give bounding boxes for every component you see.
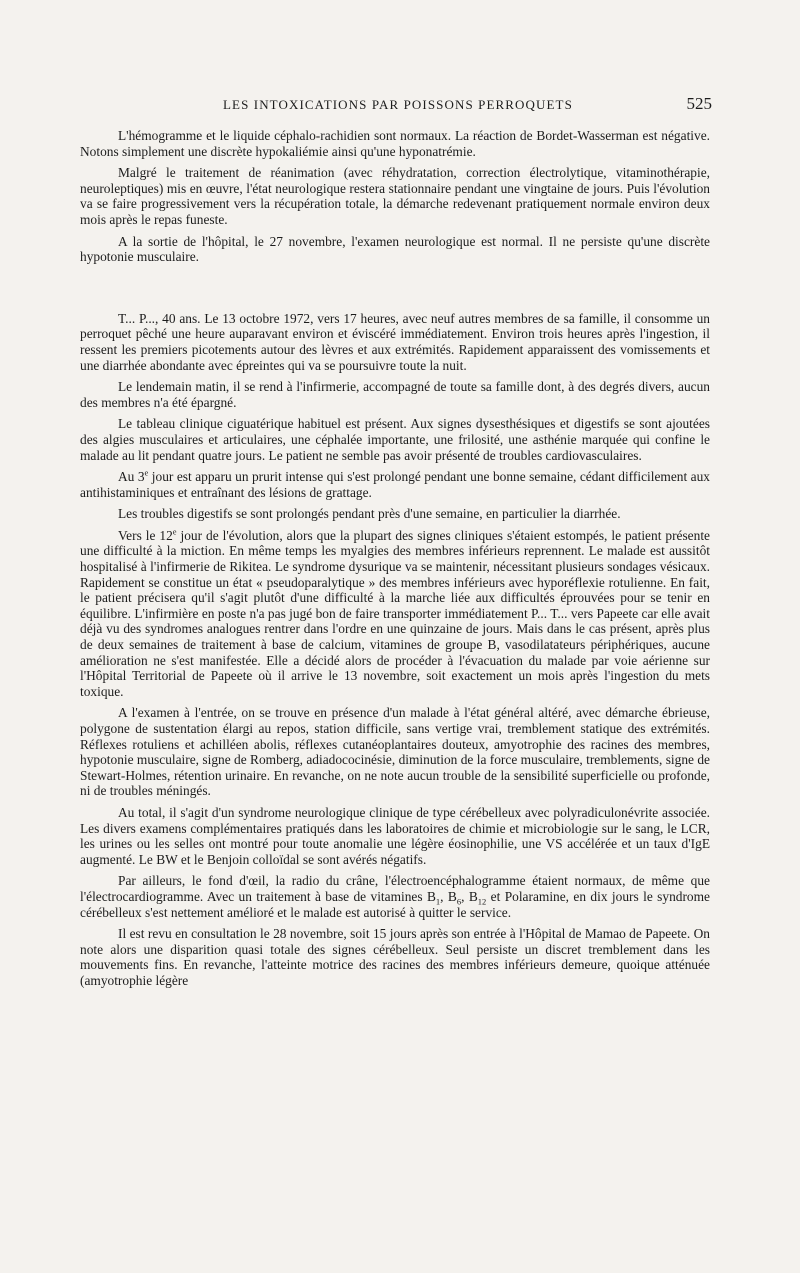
- paragraph: Malgré le traitement de réanimation (avec réhydratation, correction électrolytique, vitaminothérapie, neuroleptiques) mis en œuvre, l'état neurologique restera stationnaire pendant une vingtaine de jours. Puis l'évolution va se faire progressivement vers la récupération totale, la démarche redevenant pratiquement normale environ deux mois après le repas funeste.: [80, 165, 710, 227]
- paragraph: A la sortie de l'hôpital, le 27 novembre, l'examen neurologique est normal. Il ne persiste qu'une discrète hypotonie musculaire.: [80, 233, 710, 265]
- paragraph: [80, 469, 710, 500]
- subscript: 6: [456, 896, 462, 907]
- text-run: , B: [440, 888, 457, 904]
- paragraph: Au total, il s'agit d'un syndrome neurologique clinique de type cérébelleux avec polyradiculonévrite associée. Les divers examens complémentaires pratiqués dans les laboratoires de chimie et microbiologie sur le sang, le LCR, les urines ou les selles ont montré pour toute anomalie une légère éosinophilie, une VS accélérée et un taux d'IgE augmenté. Le BW et le Benjoin colloïdal se sont avérés négatifs.: [80, 804, 710, 867]
- paragraph: A l'examen à l'entrée, on se trouve en présence d'un malade à l'état général altéré, avec démarche ébrieuse, polygone de sustentation élargi au repos, station difficile, sans vertige vrai, tremblement statique des extrémités. Réflexes rotuliens et achilléen abolis, réflexes cutanéoplantaires douteux, amyotrophie des racines des membres, hypotonie musculaire, signe de Romberg, adiadococinésie, diminution de la force musculaire, tremblements, signe de Stewart-Holmes, rétention urinaire. En revanche, on ne note aucun trouble de la sensibilité superficielle ou profonde, ni de troubles méningés.: [80, 705, 710, 799]
- paragraph: T... P..., 40 ans. Le 13 octobre 1972, vers 17 heures, avec neuf autres membres de sa famille, il consomme un perroquet pêché une heure auparavant environ et éviscéré immédiatement. Environ trois heures après l'ingestion, il ressent les premiers picotements autour des lèvres et aux extrémités. Rapidement apparaissent des vomissements et une diarrhée abondante avec épreintes qui va se poursuivre toute la nuit.: [80, 310, 710, 373]
- paragraph: [80, 528, 710, 700]
- subscript: 1: [435, 896, 441, 907]
- text-run: jour est apparu un prurit intense qui s'est prolongé pendant une bonne semaine, cédant difficilement aux antihistaminiques et entraînant des lésions de grattage.: [80, 469, 710, 500]
- text-run: , B: [461, 888, 478, 904]
- subscript: 12: [477, 896, 487, 907]
- running-title: LES INTOXICATIONS PAR POISSONS PERROQUETS: [223, 97, 573, 112]
- paragraph: L'hémogramme et le liquide céphalo-rachidien sont normaux. La réaction de Bordet-Wasserman est négative. Notons simplement une discrète hypokaliémie ainsi qu'une hyponatrémie.: [80, 128, 710, 159]
- paragraph: Le tableau clinique ciguatérique habituel est présent. Aux signes dysesthésiques et digestifs se sont ajoutées des algies musculaires et articulaires, une céphalée importante, une frilosité, une asthénie marquée qui confine le malade au lit pendant quatre jours. Le patient ne semble pas avoir présenté de troubles cardiovasculaires.: [80, 416, 710, 463]
- text-run: et Polaramine, en dix jours le syndrome cérébelleux s'est nettement amélioré et le malade est autorisé à quitter le service.: [80, 888, 710, 920]
- page-header: [80, 94, 712, 114]
- page-number: 525: [686, 94, 712, 113]
- text-run: Au 3: [118, 469, 145, 485]
- text-run: jour de l'évolution, alors que la plupart des signes cliniques s'étaient estompés, le patient présente une difficulté à la miction. En même temps les myalgies des membres inférieurs reprennent. Le malade est aussitôt hospitalisé à l'infirmerie de Rikitea. Le syndrome dysurique va se maintenir, nécessitant plusieurs sondages vésicaux. Rapidement se constitue un état « pseudoparalytique » des membres inférieurs avec hyporéflexie rotulienne. En fait, le patient précisera qu'il s'agit plutôt d'une difficulté à la marche liée aux difficultés éprouvées pour se tenir en équilibre. L'infirmière en poste n'a pas jugé bon de faire transporter immédiatement P... T... vers Papeete car elle avait déjà vu des syndromes analogues rentrer dans l'ordre en une quinzaine de jours. Mais dans le cas présent, après plus de deux semaines de traitement à base de calcium, vitamines de groupe B, vasodilatateurs périphériques, aucune amélioration ne s'est manifestée. Elle a décidé alors de procéder à l'évacuation du malade par voie aérienne sur l'Hôpital Territorial de Papeete où il arrive le 13 novembre, soit exactement un mois après l'ingestion du mets toxique.: [80, 527, 710, 699]
- superscript: e: [172, 526, 177, 537]
- paragraph: Les troubles digestifs se sont prolongés pendant près d'une semaine, en particulier la diarrhée.: [118, 506, 621, 522]
- text-run: Vers le 12: [118, 527, 173, 543]
- paragraph: Le lendemain matin, il se rend à l'infirmerie, accompagné de toute sa famille dont, à des degrés divers, aucun des membres n'a été épargné.: [80, 379, 710, 410]
- paragraph: Il est revu en consultation le 28 novembre, soit 15 jours après son entrée à l'Hôpital de Mamao de Papeete. On note alors une disparition quasi totale des signes cérébelleux. Seul persiste un discret tremblement dans les mouvements fins. En revanche, l'atteinte motrice des racines des membres inférieurs demeure, quoique atténuée (amyotrophie légère: [80, 926, 710, 988]
- body-text: [80, 128, 710, 995]
- superscript: e: [144, 467, 149, 478]
- paragraph: [80, 873, 710, 920]
- text-run: Par ailleurs, le fond d'œil, la radio du crâne, l'électroencéphalogramme étaient normaux, de même que l'électrocardiogramme. Avec un traitement à base de vitamines B: [80, 873, 710, 904]
